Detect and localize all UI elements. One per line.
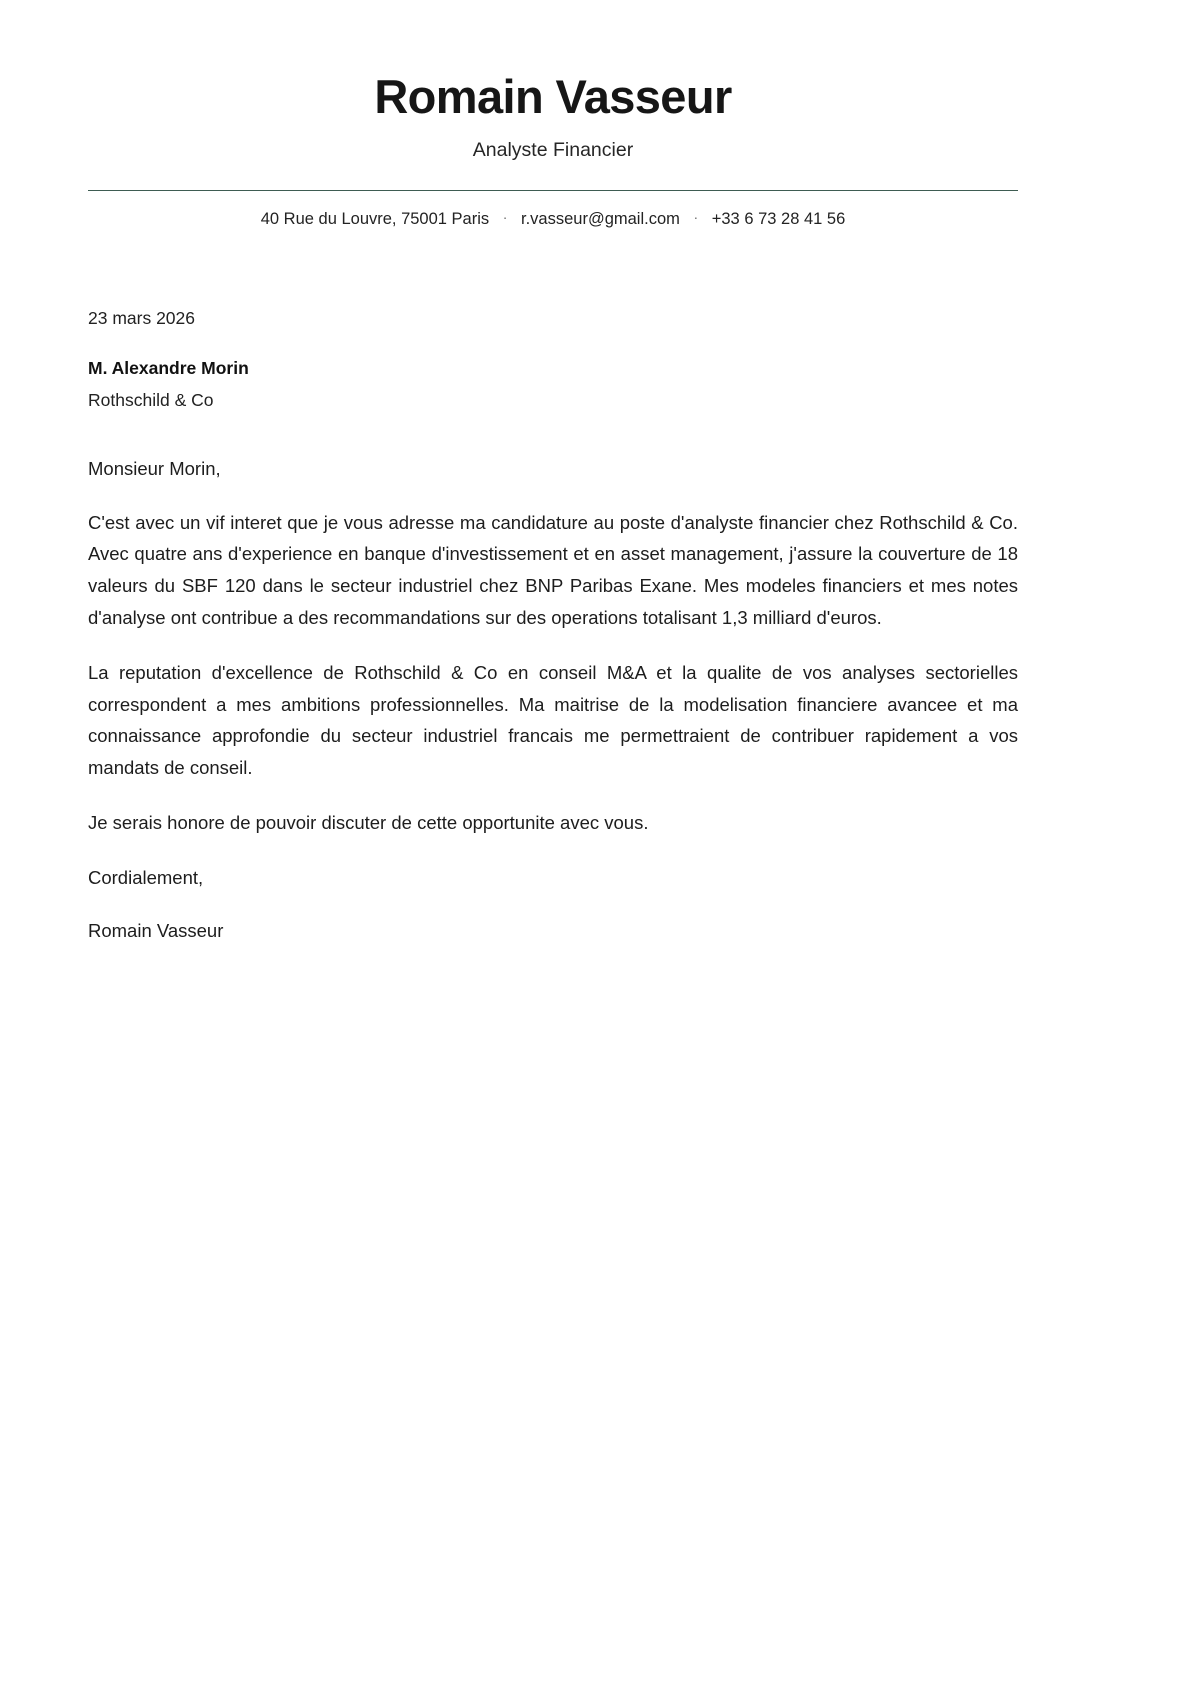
letter-date: 23 mars 2026 [88,307,196,328]
contact-address: 40 Rue du Louvre, 75001 Paris [260,210,490,229]
letter-sheet [88,0,1018,946]
letter-paragraph: C'est avec un vif interet que je vous adresse ma candidature au poste d'analyste financier chez Rothschild & Co. Avec quatre ans d'experience en banque d'investissement et en asset management, j'assure la couverture de 18 valeurs du SBF 120 dans le secteur industriel chez BNP Paribas Exane. Mes modeles financiers et mes notes d'analyse ont contribue a des recommandations sur des operations totalisant 1,3 milliard d'euros. [88,511,1018,629]
contact-separator-icon: · [693,209,699,226]
letter-body [88,306,1018,946]
candidate-role: Analyste Financier [472,139,634,162]
contact-phone[interactable]: +33 6 73 28 41 56 [711,210,846,229]
contact-line [88,208,1018,230]
letter-salutation: Monsieur Morin, [88,457,221,479]
contact-separator-icon: · [502,209,508,226]
letter-paragraph: La reputation d'excellence de Rothschild & Co en conseil M&A et la qualite de vos analyses sectorielles correspondent a mes ambitions professionnelles. Ma maitrise de la modelisation financiere avancee et ma connaissance approfondie du secteur industriel francais me permettraient de contribuer rapidement a vos mandats de conseil. [88,661,1018,779]
header-divider [88,190,1018,191]
contact-email[interactable]: r.vasseur@gmail.com [521,210,680,229]
recipient-block [88,356,1018,413]
recipient-company: Rothschild & Co [88,389,214,410]
letter-paragraph: Je serais honore de pouvoir discuter de cette opportunite avec vous. [88,812,649,834]
letter-closing: Cordialement, [88,866,204,888]
letter-signature: Romain Vasseur [88,920,224,942]
letter-header [88,0,1018,231]
candidate-name: Romain Vasseur [374,70,732,123]
recipient-name: M. Alexandre Morin [88,358,249,379]
